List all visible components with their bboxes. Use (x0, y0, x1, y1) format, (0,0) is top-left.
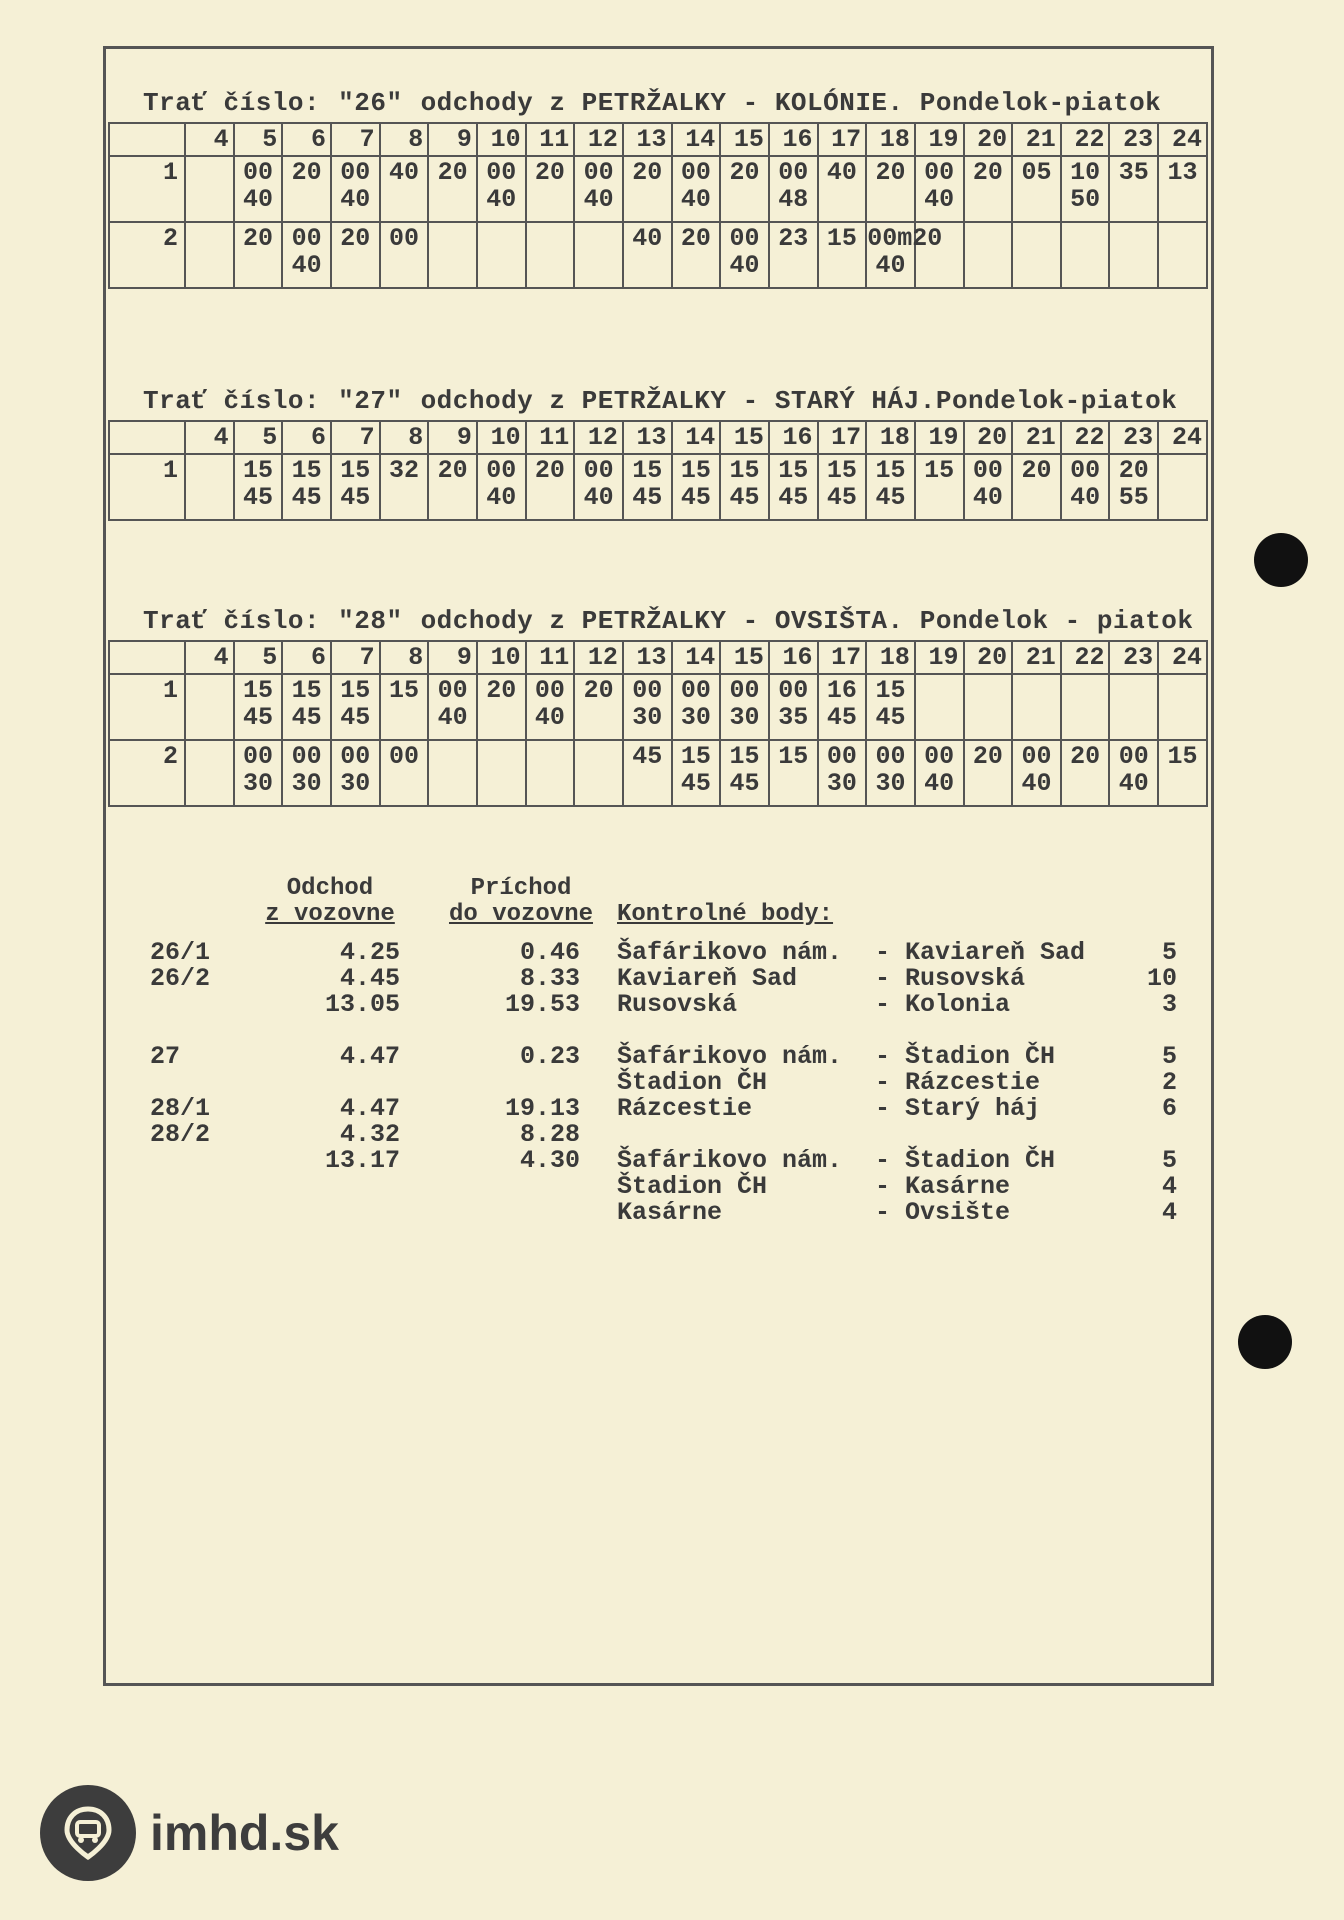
minute-cell: 15 (380, 674, 429, 740)
departure-header-line1: Odchod (286, 875, 374, 902)
minute-cell (1109, 222, 1158, 288)
minute-cell (526, 740, 575, 806)
hour-header: 19 (915, 421, 964, 454)
minute-cell: 15 45 (720, 454, 769, 520)
hour-header: 20 (964, 421, 1013, 454)
depot-arr: 0.46 (519, 938, 580, 967)
minute-cell: 20 (1061, 740, 1110, 806)
minute-cell: 15 45 (623, 454, 672, 520)
row-label: 2 (109, 740, 185, 806)
minute-cell: 20 (964, 156, 1013, 222)
minute-cell: 00 40 (477, 454, 526, 520)
minute-cell: 00 40 (331, 156, 380, 222)
hour-header: 5 (234, 641, 283, 674)
hour-header: 10 (477, 641, 526, 674)
depot-dep: 4.47 (339, 1042, 400, 1071)
minute-cell (915, 674, 964, 740)
depot-arr: 19.13 (504, 1094, 580, 1123)
hour-header: 23 (1109, 641, 1158, 674)
minute-cell (1158, 222, 1207, 288)
route-28-section (108, 606, 1214, 807)
checkpoint-to: - Ovsište (875, 1198, 1011, 1227)
route-title-prefix: Trať číslo: (143, 386, 321, 416)
hour-header: 22 (1061, 421, 1110, 454)
hour-header: 18 (866, 421, 915, 454)
minute-cell: 00 30 (672, 674, 721, 740)
minute-cell: 15 45 (672, 454, 721, 520)
minute-cell: 00 30 (866, 740, 915, 806)
row-label: 2 (109, 222, 185, 288)
minute-cell: 15 (1158, 740, 1207, 806)
hour-header: 4 (185, 641, 234, 674)
minute-cell: 15 45 (282, 674, 331, 740)
hour-header: 17 (818, 641, 867, 674)
minute-cell (526, 222, 575, 288)
minute-cell: 16 45 (818, 674, 867, 740)
minute-cell (964, 222, 1013, 288)
route-title (108, 606, 1214, 636)
minute-cell (574, 222, 623, 288)
minute-cell: 20 (428, 454, 477, 520)
minute-cell (185, 740, 234, 806)
hour-header: 17 (818, 421, 867, 454)
hour-header: 18 (866, 641, 915, 674)
hour-header: 16 (769, 641, 818, 674)
hour-header: 21 (1012, 123, 1061, 156)
minute-cell: 20 55 (1109, 454, 1158, 520)
timetable-row (109, 740, 1207, 806)
hour-header: 13 (623, 123, 672, 156)
checkpoint-min: 4 (1161, 1172, 1177, 1201)
minute-cell: 15 45 (866, 674, 915, 740)
checkpoint-min: 5 (1161, 938, 1177, 967)
checkpoint-min: 3 (1161, 990, 1177, 1019)
minute-cell: 15 (915, 454, 964, 520)
minute-cell: 00 30 (818, 740, 867, 806)
route-title (108, 386, 1214, 416)
minute-cell: 00 30 (720, 674, 769, 740)
hour-header: 22 (1061, 123, 1110, 156)
row-label: 1 (109, 454, 185, 520)
minute-cell: 00 40 (574, 454, 623, 520)
hour-header: 19 (915, 641, 964, 674)
hour-header: 21 (1012, 421, 1061, 454)
minute-cell: 15 45 (282, 454, 331, 520)
minute-cell: 00 40 (1109, 740, 1158, 806)
minute-cell: 20 (477, 674, 526, 740)
checkpoint-to: - Kaviareň Sad (875, 938, 1086, 967)
hour-header: 16 (769, 123, 818, 156)
minute-cell (1061, 222, 1110, 288)
depot-arr: 4.30 (519, 1146, 580, 1175)
hour-header: 20 (964, 641, 1013, 674)
minute-cell: 15 45 (672, 740, 721, 806)
timetable-28 (108, 640, 1208, 807)
minute-cell: 20 (964, 740, 1013, 806)
depot-arr: 8.33 (519, 964, 580, 993)
minute-cell (477, 740, 526, 806)
route-number: "27" (338, 386, 403, 416)
minute-cell: 00 30 (234, 740, 283, 806)
row-label: 1 (109, 674, 185, 740)
minute-cell: 00m20 40 (866, 222, 915, 288)
route-title-rest: odchody z PETRŽALKY - OVSIŠTA. Pondelok - piatok (420, 606, 1194, 636)
minute-cell: 00 40 (1061, 454, 1110, 520)
depot-dep: 13.05 (324, 990, 400, 1019)
minute-cell: 35 (1109, 156, 1158, 222)
checkpoints-header: Kontrolné body: (617, 901, 834, 928)
hour-header: 6 (282, 123, 331, 156)
checkpoint-from: Kasárne (617, 1198, 723, 1227)
minute-cell: 00 40 (234, 156, 283, 222)
minute-cell: 15 45 (331, 674, 380, 740)
hour-header: 12 (574, 123, 623, 156)
depot-line: 26/1 (150, 938, 211, 967)
punch-hole (1238, 1315, 1292, 1369)
hour-header: 14 (672, 421, 721, 454)
hour-header: 22 (1061, 641, 1110, 674)
minute-cell: 00 30 (282, 740, 331, 806)
hour-header: 24 (1158, 421, 1207, 454)
hour-header: 23 (1109, 421, 1158, 454)
checkpoint-from: Rusovská (617, 990, 738, 1019)
minute-cell: 00 35 (769, 674, 818, 740)
minute-cell: 20 (526, 156, 575, 222)
minute-cell: 10 50 (1061, 156, 1110, 222)
checkpoint-from: Šafárikovo nám. (617, 1042, 843, 1071)
hour-header: 5 (234, 421, 283, 454)
checkpoint-from: Rázcestie (617, 1094, 753, 1123)
corner-cell (109, 641, 185, 674)
checkpoint-from: Štadion ČH (617, 1172, 768, 1201)
checkpoint-to: - Štadion ČH (875, 1146, 1056, 1175)
depot-dep: 4.32 (339, 1120, 400, 1149)
hour-header-row (109, 421, 1207, 454)
minute-cell: 00 40 (477, 156, 526, 222)
minute-cell: 00 30 (331, 740, 380, 806)
minute-cell: 15 45 (866, 454, 915, 520)
minute-cell: 20 (526, 454, 575, 520)
checkpoint-min: 2 (1161, 1068, 1177, 1097)
hour-header: 18 (866, 123, 915, 156)
minute-cell: 32 (380, 454, 429, 520)
checkpoint-from: Šafárikovo nám. (617, 938, 843, 967)
hour-header: 16 (769, 421, 818, 454)
hour-header: 7 (331, 421, 380, 454)
route-27-section (108, 386, 1214, 521)
bus-pin-icon (40, 1785, 136, 1881)
hour-header: 23 (1109, 123, 1158, 156)
minute-cell: 00 48 (769, 156, 818, 222)
checkpoint-to: - Kasárne (875, 1172, 1011, 1201)
minute-cell: 40 (623, 222, 672, 288)
minute-cell (428, 222, 477, 288)
checkpoint-to: - Rázcestie (875, 1068, 1041, 1097)
minute-cell (1158, 674, 1207, 740)
minute-cell: 20 (1012, 454, 1061, 520)
minute-cell: 00 40 (720, 222, 769, 288)
departure-header (250, 876, 410, 928)
hour-header: 11 (526, 123, 575, 156)
minute-cell (185, 674, 234, 740)
arrival-header-line1: Príchod (470, 875, 572, 902)
timetable-row (109, 222, 1207, 288)
hour-header: 4 (185, 421, 234, 454)
route-26-section (108, 88, 1214, 289)
checkpoint-from: Šafárikovo nám. (617, 1146, 843, 1175)
arrival-header-line2: do vozovne (448, 901, 594, 928)
hour-header: 10 (477, 123, 526, 156)
minute-cell: 45 (623, 740, 672, 806)
hour-header: 15 (720, 641, 769, 674)
checkpoint-from: Kaviareň Sad (617, 964, 798, 993)
checkpoint-min: 10 (1146, 964, 1177, 993)
timetable-row (109, 454, 1207, 520)
logo-text: imhd.sk (150, 1805, 339, 1861)
checkpoint-to: - Štadion ČH (875, 1042, 1056, 1071)
hour-header: 15 (720, 123, 769, 156)
minute-cell: 20 (720, 156, 769, 222)
depot-line: 26/2 (150, 964, 211, 993)
depot-line: 28/2 (150, 1120, 211, 1149)
corner-cell (109, 123, 185, 156)
minute-cell: 00 (380, 222, 429, 288)
minute-cell: 15 (769, 740, 818, 806)
checkpoint-to: - Kolonia (875, 990, 1011, 1019)
minute-cell (477, 222, 526, 288)
hour-header: 14 (672, 641, 721, 674)
minute-cell: 13 (1158, 156, 1207, 222)
minute-cell: 15 45 (769, 454, 818, 520)
depot-arr: 8.28 (519, 1120, 580, 1149)
route-title-rest: odchody z PETRŽALKY - KOLÓNIE. Pondelok-piatok (420, 88, 1162, 118)
minute-cell: 00 30 (623, 674, 672, 740)
checkpoint-min: 5 (1161, 1146, 1177, 1175)
minute-cell: 20 (623, 156, 672, 222)
hour-header: 10 (477, 421, 526, 454)
minute-cell: 00 40 (672, 156, 721, 222)
depot-dep: 4.47 (339, 1094, 400, 1123)
minute-cell (185, 156, 234, 222)
imhd-logo[interactable] (40, 1785, 339, 1881)
hour-header: 7 (331, 641, 380, 674)
hour-header: 19 (915, 123, 964, 156)
route-number: "28" (338, 606, 403, 636)
minute-cell: 05 (1012, 156, 1061, 222)
hour-header: 8 (380, 123, 429, 156)
row-label: 1 (109, 156, 185, 222)
minute-cell: 00 40 (915, 156, 964, 222)
document-frame (103, 46, 1214, 1686)
minute-cell: 00 40 (428, 674, 477, 740)
minute-cell: 20 (331, 222, 380, 288)
hour-header: 5 (234, 123, 283, 156)
hour-header: 4 (185, 123, 234, 156)
minute-cell (964, 674, 1013, 740)
route-title (108, 88, 1214, 118)
hour-header: 6 (282, 421, 331, 454)
hour-header: 7 (331, 123, 380, 156)
hour-header: 8 (380, 421, 429, 454)
minute-cell (1158, 454, 1207, 520)
minute-cell: 00 40 (1012, 740, 1061, 806)
hour-header: 12 (574, 421, 623, 454)
minute-cell (574, 740, 623, 806)
minute-cell: 00 40 (915, 740, 964, 806)
minute-cell: 40 (818, 156, 867, 222)
checkpoint-to: - Starý háj (875, 1094, 1041, 1123)
hour-header: 8 (380, 641, 429, 674)
minute-cell: 40 (380, 156, 429, 222)
minute-cell: 20 (866, 156, 915, 222)
minute-cell: 15 45 (234, 674, 283, 740)
route-title-prefix: Trať číslo: (143, 606, 321, 636)
checkpoint-min: 6 (1161, 1094, 1177, 1123)
minute-cell (1012, 222, 1061, 288)
minute-cell (1061, 674, 1110, 740)
minute-cell: 15 45 (720, 740, 769, 806)
minute-cell (1012, 674, 1061, 740)
checkpoint-min: 4 (1161, 1198, 1177, 1227)
minute-cell: 20 (574, 674, 623, 740)
timetable-row (109, 674, 1207, 740)
hour-header: 9 (428, 123, 477, 156)
arrival-header (436, 876, 606, 928)
punch-hole (1254, 533, 1308, 587)
route-number: "26" (338, 88, 403, 118)
checkpoint-to: - Rusovská (875, 964, 1026, 993)
timetable-row (109, 156, 1207, 222)
minute-cell: 15 45 (818, 454, 867, 520)
hour-header: 12 (574, 641, 623, 674)
departure-header-line2: z vozovne (265, 901, 395, 928)
corner-cell (109, 421, 185, 454)
timetable-27 (108, 420, 1208, 521)
minute-cell (185, 222, 234, 288)
route-title-rest: odchody z PETRŽALKY - STARÝ HÁJ.Pondelok-piatok (420, 386, 1178, 416)
hour-header: 15 (720, 421, 769, 454)
hour-header: 17 (818, 123, 867, 156)
hour-header: 13 (623, 641, 672, 674)
minute-cell (428, 740, 477, 806)
minute-cell: 00 (380, 740, 429, 806)
minute-cell: 20 (282, 156, 331, 222)
hour-header: 6 (282, 641, 331, 674)
checkpoint-min: 5 (1161, 1042, 1177, 1071)
minute-cell: 20 (672, 222, 721, 288)
hour-header: 9 (428, 641, 477, 674)
minute-cell (185, 454, 234, 520)
minute-cell: 23 (769, 222, 818, 288)
minute-cell: 00 40 (526, 674, 575, 740)
minute-cell: 20 (234, 222, 283, 288)
checkpoint-from: Štadion ČH (617, 1068, 768, 1097)
minute-cell: 15 (818, 222, 867, 288)
minute-cell: 15 45 (234, 454, 283, 520)
hour-header: 11 (526, 421, 575, 454)
hour-header: 24 (1158, 123, 1207, 156)
hour-header: 21 (1012, 641, 1061, 674)
route-title-prefix: Trať číslo: (143, 88, 321, 118)
hour-header: 24 (1158, 641, 1207, 674)
depot-dep: 4.25 (339, 938, 400, 967)
minute-cell: 00 40 (282, 222, 331, 288)
hour-header: 20 (964, 123, 1013, 156)
minute-cell: 15 45 (331, 454, 380, 520)
hour-header: 14 (672, 123, 721, 156)
depot-dep: 4.45 (339, 964, 400, 993)
minute-cell: 00 40 (574, 156, 623, 222)
hour-header-row (109, 123, 1207, 156)
timetable-26 (108, 122, 1208, 289)
minute-cell: 20 (428, 156, 477, 222)
minute-cell: 00 40 (964, 454, 1013, 520)
hour-header: 9 (428, 421, 477, 454)
depot-arr: 19.53 (504, 990, 580, 1019)
depot-line: 28/1 (150, 1094, 211, 1123)
depot-dep: 13.17 (324, 1146, 400, 1175)
depot-line: 27 (150, 1042, 181, 1071)
hour-header: 11 (526, 641, 575, 674)
minute-cell (1109, 674, 1158, 740)
hour-header: 13 (623, 421, 672, 454)
depot-arr: 0.23 (519, 1042, 580, 1071)
hour-header-row (109, 641, 1207, 674)
